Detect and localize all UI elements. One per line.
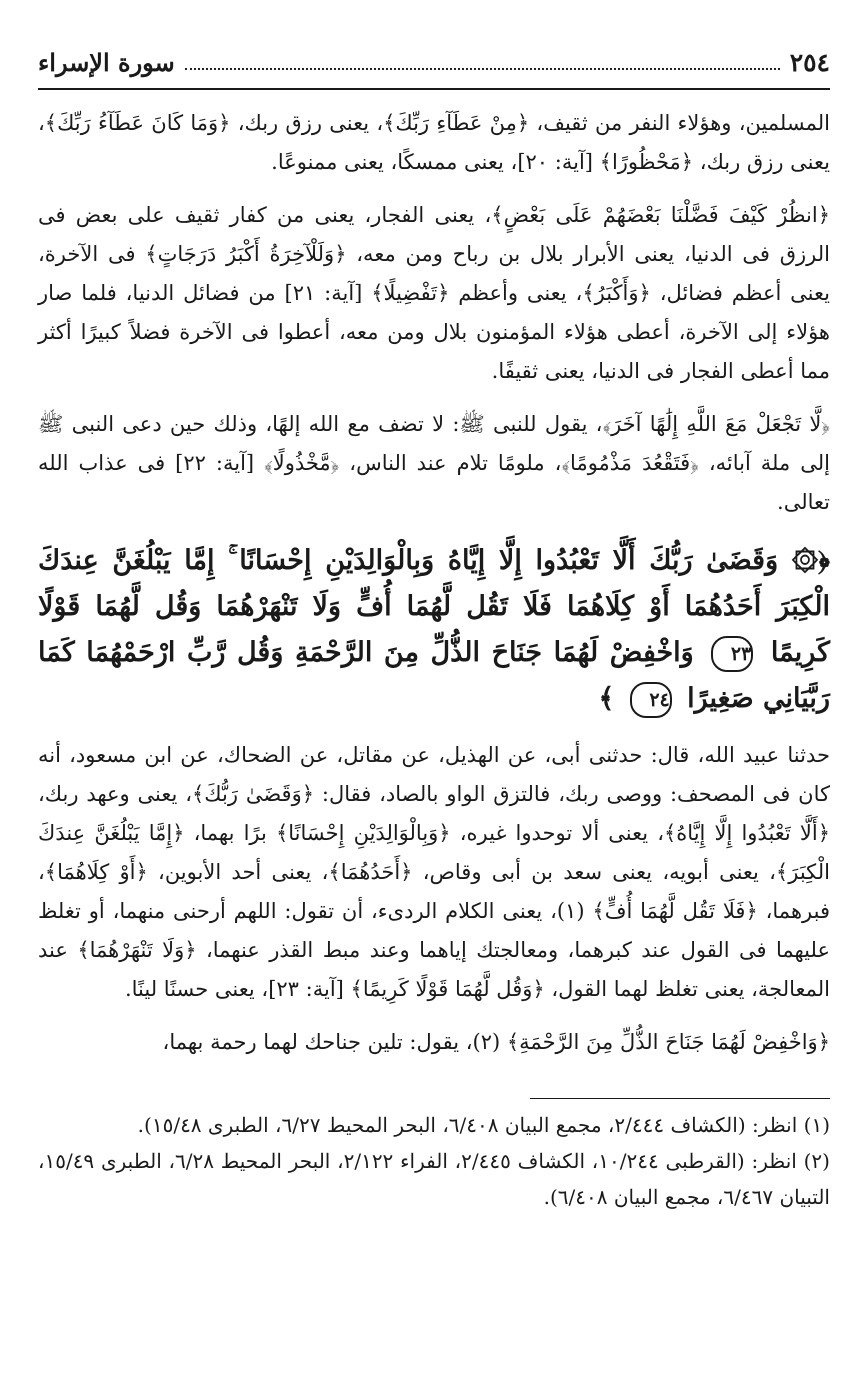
quran-verse-block xyxy=(38,538,830,722)
paragraph-2: ﴿انظُرْ كَيْفَ فَضَّلْنَا بَعْضَهُمْ عَلَى بَعْضٍ﴾، يعنى الفجار، يعنى من كفار ثقيف على بعض فى الرزق فى الدنيا، يعنى الأبرار بلال بن رباح ومن معه، ﴿وَلَلْآخِرَةُ أَكْبَرُ دَرَجَاتٍ﴾ فى الآخرة، يعنى أعظم فضائل، ﴿وَأَكْبَرُ﴾، يعنى وأعظم ﴿تَفْضِيلًا﴾ [آية: ٢١] من فضائل الدنيا، فلما صار هؤلاء إلى الآخرة، أعطى هؤلاء المؤمنون بلال ومن معه، أعطوا فى الآخرة فضلاً كبيرًا أكثر مما أعطى الفجار فى الدنيا، يعنى ثقيفًا. xyxy=(38,203,830,383)
paragraph-1: المسلمين، وهؤلاء النفر من ثقيف، ﴿مِنْ عَطَآءِ رَبِّكَ﴾، يعنى رزق ربك، ﴿وَمَا كَانَ عَطَآءُ رَبِّكَ﴾، يعنى رزق ربك، ﴿مَحْظُورًا﴾ [آية: ٢٠]، يعنى ممسكًا، يعنى ممنوعًا. xyxy=(38,111,830,174)
surah-title: سورة الإسراء xyxy=(38,47,175,77)
paragraph-3: ﴿لَّا تَجْعَلْ مَعَ اللَّهِ إِلَٰهًا آخَرَ﴾، يقول للنبى ﷺ: لا تضف مع الله إلهًا، وذلك حين دعى النبى ﷺ إلى ملة آبائه، ﴿فَتَقْعُدَ مَذْمُومًا﴾، ملومًا تلام عند الناس، ﴿مَّخْذُولًا﴾ [آية: ٢٢] فى عذاب الله تعالى. xyxy=(38,412,830,514)
header-rule xyxy=(38,88,830,90)
page-header xyxy=(38,40,830,84)
ayah-number-23: ٢٣ xyxy=(711,636,753,672)
footnote-1: (١) انظر: (الكشاف ٢/٤٤٤، مجمع البيان ٦/٤٠٨، البحر المحيط ٦/٢٧، الطبرى ١٥/٤٨). xyxy=(137,1113,830,1137)
header-dot-leader xyxy=(185,54,780,70)
footnote-separator xyxy=(530,1098,830,1099)
paragraph-4: حدثنا عبيد الله، قال: حدثنى أبى، عن الهذيل، عن مقاتل، عن الضحاك، عن ابن مسعود، أنه كان فى المصحف: ووصى ربك، فالتزق الواو بالصاد، فقال: ﴿وَقَضَىٰ رَبُّكَ﴾، يعنى وعهد ربك، ﴿أَلَّا تَعْبُدُوا إِلَّا إِيَّاهُ﴾، يعنى ألا توحدوا غيره، ﴿وَبِالْوَالِدَيْنِ إِحْسَانًا﴾ برًا بهما، ﴿إِمَّا يَبْلُغَنَّ عِندَكَ الْكِبَرَ﴾، يعنى أبويه، يعنى سعد بن أبى وقاص، ﴿أَحَدُهُمَا﴾، يعنى أحد الأبوين، ﴿أَوْ كِلَاهُمَا﴾، فبرهما، ﴿فَلَا تَقُل لَّهُمَا أُفٍّ﴾ (١)، يعنى الكلام الردىء، أن تقول: اللهم أرحنى منهما، أو تغلظ عليهما فى القول عند كبرهما، ومعالجتك إياهما وعند مبط القذر عنهما، ﴿وَلَا تَنْهَرْهُمَا﴾ عند المعالجة، يعنى تغلظ لهما القول، ﴿وَقُل لَّهُمَا قَوْلًا كَرِيمًا﴾ [آية: ٢٣]، يعنى حسنًا لينًا. xyxy=(38,743,830,1001)
ayah-number-24: ٢٤ xyxy=(630,682,672,718)
book-page xyxy=(38,40,830,1215)
page-number: ٢٥٤ xyxy=(789,47,830,77)
footnote-2: (٢) انظر: (القرطبى ١٠/٢٤٤، الكشاف ٢/٤٤٥، الفراء ٢/١٢٢، البحر المحيط ٦/٢٨، الطبرى ١٥/٤٩، التبيان ٦/٤٦٧، مجمع البيان ٦/٤٠٨). xyxy=(38,1149,830,1209)
verse-text-24: وَاخْفِضْ لَهُمَا جَنَاحَ الذُّلِّ مِنَ الرَّحْمَةِ وَقُل رَّبِّ ارْحَمْهُمَا كَمَا رَبَّيَانِي صَغِيرًا xyxy=(38,637,830,714)
verse-close-bracket: ﴾ xyxy=(598,683,615,714)
paragraph-5: ﴿وَاخْفِضْ لَهُمَا جَنَاحَ الذُّلِّ مِنَ الرَّحْمَةِ﴾ (٢)، يقول: تلين جناحك لهما رحمة بهما، xyxy=(162,1030,830,1054)
verse-text-23: ﴿۞ وَقَضَىٰ رَبُّكَ أَلَّا تَعْبُدُوا إِلَّا إِيَّاهُ وَبِالْوَالِدَيْنِ إِحْسَانًا ۚ إِمَّا يَبْلُغَنَّ عِندَكَ الْكِبَرَ أَحَدُهُمَا أَوْ كِلَاهُمَا فَلَا تَقُل لَّهُمَا أُفٍّ وَلَا تَنْهَرْهُمَا وَقُل لَّهُمَا قَوْلًا كَرِيمًا xyxy=(38,545,830,668)
